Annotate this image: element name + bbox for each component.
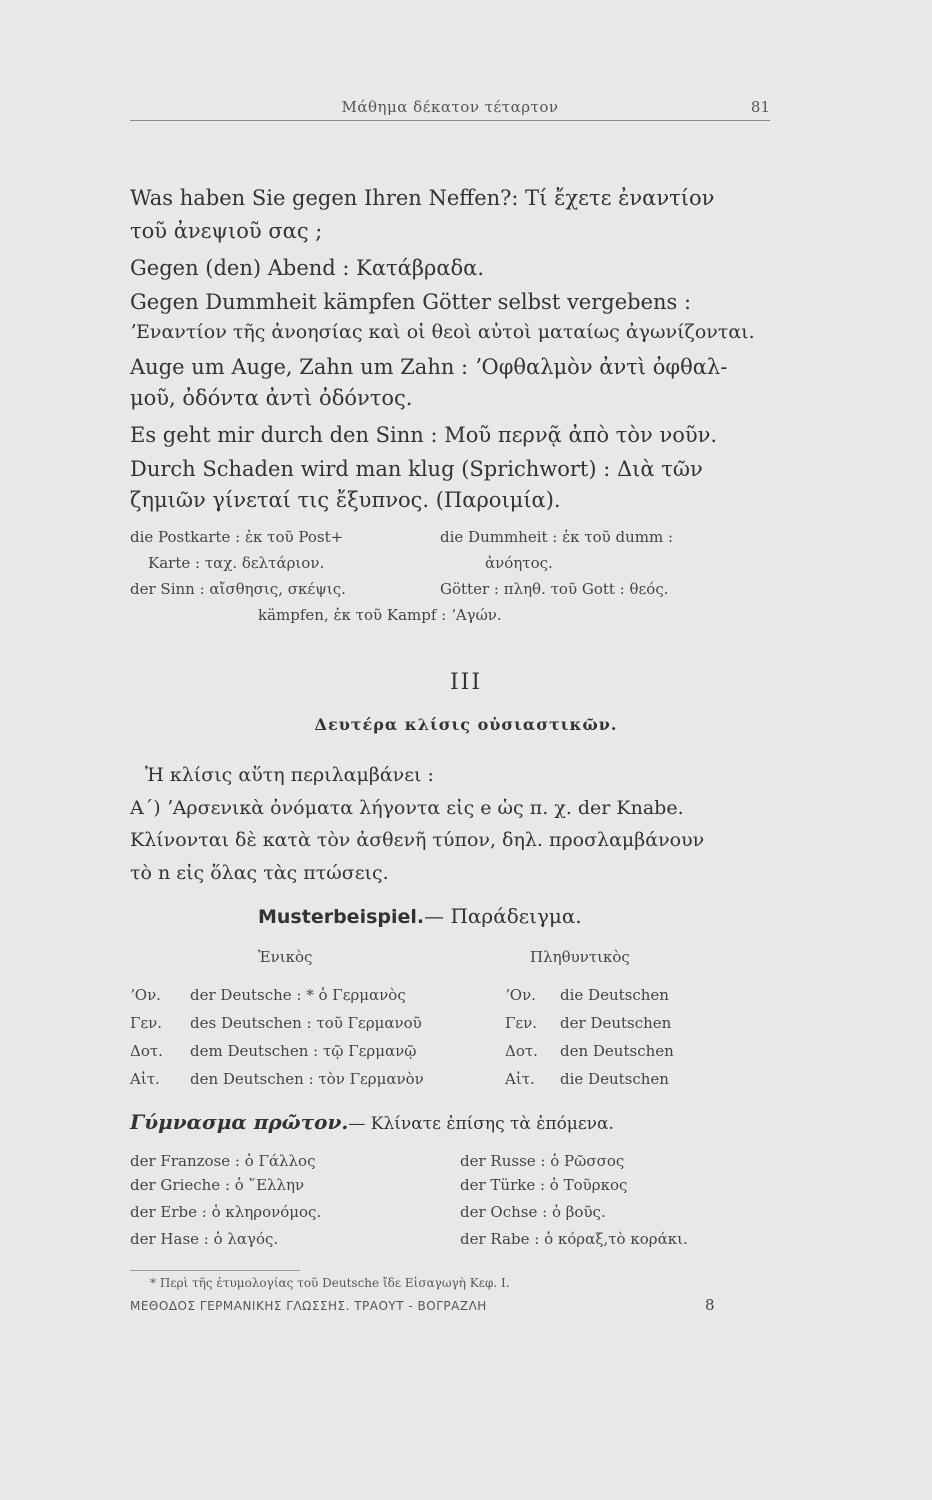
example-title	[258, 904, 582, 928]
exercise-item: der Ochse : ὁ βοῦς.	[460, 1203, 606, 1221]
footnote: * Περὶ τῆς ἐτυμολογίας τοῦ Deutsche ἴδε Εἰσαγωγὴ Κεφ. I.	[150, 1276, 510, 1290]
paragraph-line: Durch Schaden wird man klug (Sprichwort) : Διὰ τῶν	[130, 457, 703, 481]
exercise-item: der Hase : ὁ λαγός.	[130, 1230, 279, 1248]
paragraph-line: Was haben Sie gegen Ihren Neffen?: Τί ἔχετε ἐναντίον	[130, 186, 715, 210]
vocab-entry: Karte : ταχ. δελτάριον.	[148, 554, 325, 572]
vocab-entry: kämpfen, ἐκ τοῦ Kampf : ʼΑγών.	[258, 606, 502, 624]
footer-signature: ΜΕΘΟΔΟΣ ΓΕΡΜΑΝΙΚΗΣ ΓΛΩΣΣΗΣ. ΤΡΑΟΥΤ - ΒΟΓΡΑΖΛΗ	[130, 1299, 487, 1313]
exercise-title	[130, 1110, 614, 1134]
header-title: Μάθημα δέκατον τέταρτον	[341, 98, 559, 116]
running-header	[130, 98, 770, 121]
vocab-entry: die Dummheit : ἐκ τοῦ dumm :	[440, 528, 674, 546]
singular-form: des Deutschen : τοῦ Γερμανοῦ	[190, 1014, 422, 1032]
singular-form: dem Deutschen : τῷ Γερμανῷ	[190, 1042, 417, 1060]
plural-form: der Deutschen	[560, 1014, 672, 1032]
singular-form: den Deutschen : τὸν Γερμανὸν	[190, 1070, 424, 1088]
exercise-item: der Türke : ὁ Τοῦρκος	[460, 1176, 628, 1194]
paragraph-line: ζημιῶν γίνεταί τις ἔξυπνος. (Παροιμία).	[130, 488, 561, 512]
sheet-number: 8	[705, 1296, 715, 1314]
vocab-entry: der Sinn : αἴσθησις, σκέψις.	[130, 580, 346, 598]
paragraph-line: Gegen (den) Abend : Κατάβραδα.	[130, 256, 484, 280]
case-label: Αἰτ.	[505, 1070, 535, 1088]
plural-header: Πληθυντικὸς	[530, 948, 630, 966]
intro-line: Ἡ κλίσις αὕτη περιλαμβάνει :	[145, 764, 434, 786]
exercise-item: der Russe : ὁ Ρῶσσος	[460, 1152, 625, 1170]
section-heading: Δευτέρα κλίσις οὐσιαστικῶν.	[314, 715, 618, 734]
vocab-entry: Götter : πληθ. τοῦ Gott : θεός.	[440, 580, 669, 598]
case-label: Δοτ.	[505, 1042, 538, 1060]
exercise-item: der Erbe : ὁ κληρονόμος.	[130, 1203, 322, 1221]
example-title-gr: — Παράδειγμα.	[424, 904, 582, 928]
section-numeral: III	[449, 670, 483, 695]
case-label: ʼΟν.	[130, 986, 161, 1004]
plural-form: die Deutschen	[560, 1070, 669, 1088]
paragraph-line: τοῦ ἀνεψιοῦ σας ;	[130, 219, 323, 243]
paragraph-line: Es geht mir durch den Sinn : Μοῦ περνᾷ ἀπὸ τὸν νοῦν.	[130, 423, 718, 447]
exercise-instruction: — Κλίνατε ἐπίσης τὰ ἑπόμενα.	[348, 1114, 614, 1134]
intro-line: Κλίνονται δὲ κατὰ τὸν ἀσθενῆ τύπον, δηλ. προσλαμβάνουν	[130, 829, 705, 851]
case-label: Αἰτ.	[130, 1070, 160, 1088]
exercise-item: der Franzose : ὁ Γάλλος	[130, 1152, 316, 1170]
paragraph-line: ʼΕναντίον τῆς ἀνοησίας καὶ οἱ θεοὶ αὐτοὶ ματαίως ἀγωνίζονται.	[130, 321, 755, 343]
intro-line: Α΄) ʼΑρσενικὰ ὀνόματα λήγοντα εἰς e ὡς π. χ. der Knabe.	[130, 797, 684, 819]
case-label: Δοτ.	[130, 1042, 163, 1060]
paragraph-line: μοῦ, ὀδόντα ἀντὶ ὀδόντος.	[130, 386, 413, 410]
vocab-entry: die Postkarte : ἐκ τοῦ Post+	[130, 528, 344, 546]
case-label: Γεν.	[130, 1014, 163, 1032]
singular-header: Ἑνικὸς	[258, 948, 313, 966]
vocab-entry: ἀνόητος.	[485, 554, 553, 572]
paragraph-line: Gegen Dummheit kämpfen Götter selbst vergebens :	[130, 290, 692, 314]
case-label: ʼΟν.	[505, 986, 536, 1004]
example-title-de: Musterbeispiel.	[258, 906, 425, 928]
plural-form: den Deutschen	[560, 1042, 674, 1060]
exercise-item: der Grieche : ὁ ῞Ελλην	[130, 1176, 305, 1194]
exercise-item: der Rabe : ὁ κόραξ,τὸ κοράκι.	[460, 1230, 688, 1248]
paragraph-line: Auge um Auge, Zahn um Zahn : ʼΟφθαλμὸν ἀντὶ ὀφθαλ-	[130, 355, 728, 379]
case-label: Γεν.	[505, 1014, 538, 1032]
singular-form: der Deutsche : * ὁ Γερμανὸς	[190, 986, 406, 1004]
intro-line: τὸ n εἰς ὅλας τὰς πτώσεις.	[130, 862, 389, 884]
plural-form: die Deutschen	[560, 986, 669, 1004]
footnote-rule	[130, 1270, 300, 1271]
page-number: 81	[750, 98, 770, 116]
exercise-title-text: Γύμνασμα πρῶτον.	[130, 1110, 349, 1134]
